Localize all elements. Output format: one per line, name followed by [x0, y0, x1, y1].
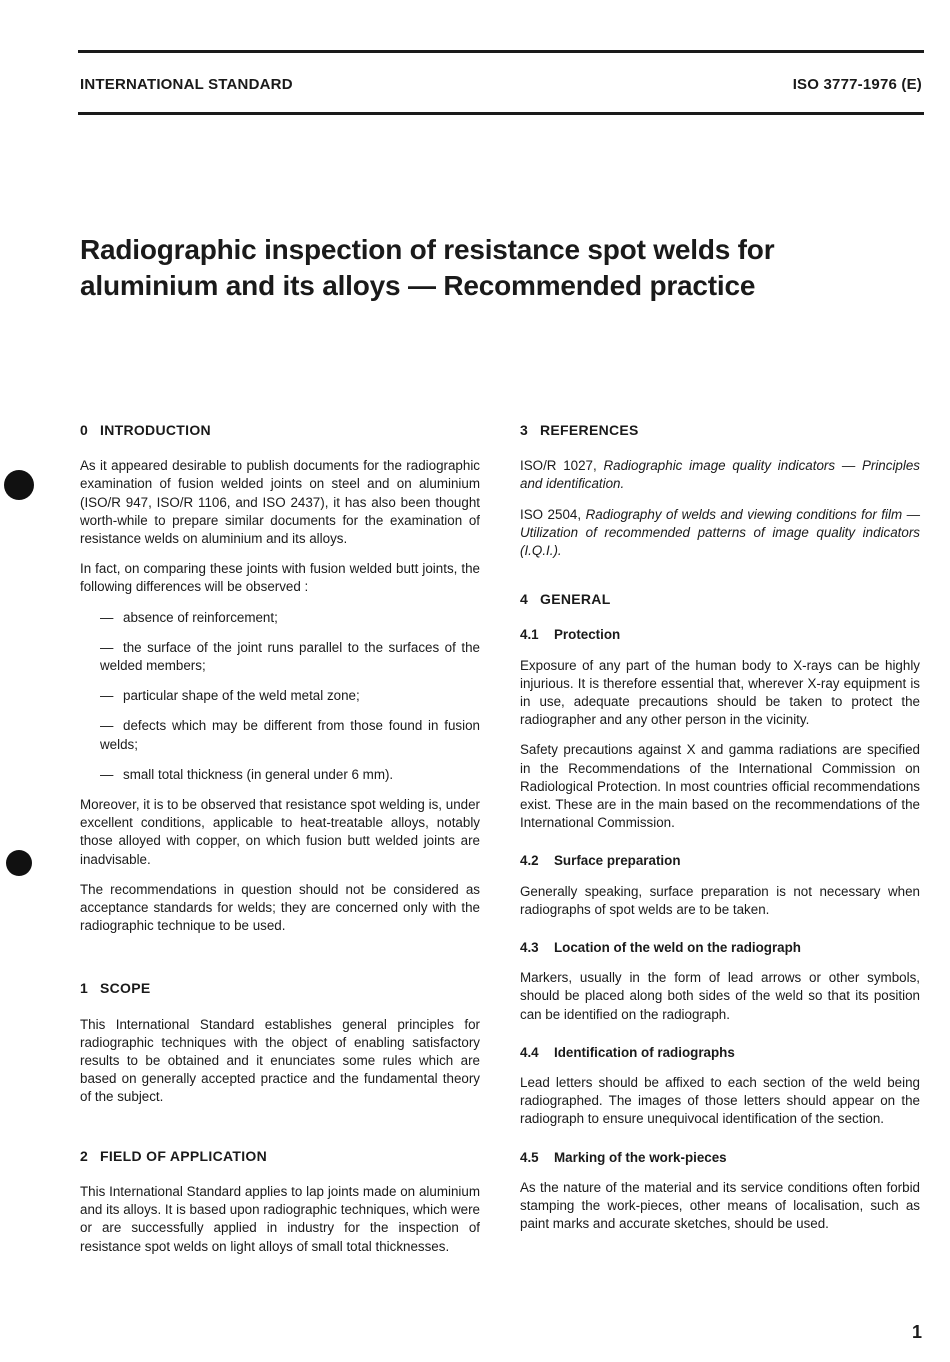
section-heading-introduction: 0 INTRODUCTION	[80, 422, 211, 438]
top-rule	[78, 50, 924, 53]
paragraph: As it appeared desirable to publish documents for the radiographic examination of fusion welded joints on steel and on aluminium (ISO/R 947, ISO/R 1106, and ISO 2437), it has also been thought worth-while to prepare similar documents for the examination of resistance welds on aluminium and its alloys.	[80, 458, 480, 547]
paragraph: As the nature of the material and its service conditions often forbid stamping the work-pieces, other means of localisation, such as paint marks and accurate sketches, should be used.	[520, 1179, 920, 1232]
subsection-heading-protection: 4.1 Protection	[520, 627, 621, 643]
title-line-2: aluminium and its alloys — Recommended practice	[80, 270, 756, 301]
section-heading-scope: 1 SCOPE	[80, 980, 151, 997]
list-item: — particular shape of the weld metal zone;	[100, 688, 360, 704]
paragraph: Moreover, it is to be observed that resistance spot welding is, under excellent conditions, applicable to heat-treatable alloys, notably those alloyed with copper, on which fusion butt welded joints are inadvisable.	[80, 797, 480, 867]
page-number: 1	[911, 1322, 922, 1342]
list-item: — absence of reinforcement;	[100, 609, 278, 625]
paragraph: The recommendations in question should not be considered as acceptance standards for welds; they are concerned only with the radiographic technique to be used.	[80, 881, 480, 934]
subsection-heading-marking: 4.5 Marking of the work-pieces	[520, 1149, 727, 1165]
reference-iso-2504: ISO 2504, Radiography of welds and viewing conditions for film — Utilization of recommended patterns of image quality indicators (I.Q.I.).	[520, 506, 920, 559]
paragraph: Exposure of any part of the human body to X-rays can be highly injurious. It is therefore essential that, wherever X-ray equipment is in use, adequate precautions should be taken to protect the radiographer and any other person in the vicinity.	[520, 657, 920, 728]
title-line-1: Radiographic inspection of resistance spot welds for	[80, 234, 775, 265]
list-item: — small total thickness (in general under 6 mm).	[100, 766, 394, 782]
section-heading-field-of-application: 2 FIELD OF APPLICATION	[80, 1147, 267, 1164]
list-item: — the surface of the joint runs parallel to the surfaces of the welded members;	[100, 639, 480, 674]
margin-bullet-mark	[4, 470, 34, 500]
list-item: — defects which may be different from those found in fusion welds;	[100, 718, 480, 752]
header-right: ISO 3777-1976 (E)	[792, 76, 922, 93]
section-heading-references: 3 REFERENCES	[520, 422, 639, 438]
paragraph: Generally speaking, surface preparation is not necessary when radiographs of spot welds are to be taken.	[520, 883, 920, 917]
margin-bullet-mark	[6, 850, 32, 876]
header-rule	[78, 112, 924, 115]
paragraph: This International Standard establishes general principles for radiographic techniques with the object of enabling satisfactory results to be obtained and it enunciates some rules which are based on generally accepted practice and the fundamental theory of the subject.	[80, 1016, 480, 1105]
reference-iso-r-1027: ISO/R 1027, Radiographic image quality indicators — Principles and identification.	[520, 458, 920, 492]
paragraph: Safety precautions against X and gamma radiations are specified in the Recommendations of the International Commission on Radiological Protection. In most countries official recommendations exist. These are in the main based on the recommendations of the International Commission.	[520, 742, 920, 831]
paragraph: Lead letters should be affixed to each section of the weld being radiographed. The images of those letters should appear on the radiograph to ensure unequivocal identification of the section.	[520, 1075, 920, 1127]
left-column	[80, 421, 480, 1268]
paragraph: Markers, usually in the form of lead arrows or other symbols, should be placed along both sides of the weld so that its position can be identified on the radiograph.	[520, 970, 920, 1022]
subsection-heading-identification: 4.4 Identification of radiographs	[520, 1044, 735, 1060]
document-title	[80, 232, 920, 304]
header-left: INTERNATIONAL STANDARD	[80, 76, 293, 93]
paragraph: In fact, on comparing these joints with fusion welded butt joints, the following differences will be observed :	[80, 561, 480, 595]
section-heading-general: 4 GENERAL	[520, 591, 611, 608]
right-column	[520, 421, 920, 1246]
subsection-heading-surface-preparation: 4.2 Surface preparation	[520, 853, 681, 869]
paragraph: This International Standard applies to lap joints made on aluminium and its alloys. It is based upon radiographic techniques, which were or are successfully applied in industry for the inspection of resistance spot welds on light alloys of small total thicknesses.	[80, 1183, 480, 1254]
subsection-heading-location: 4.3 Location of the weld on the radiograph	[520, 940, 801, 956]
